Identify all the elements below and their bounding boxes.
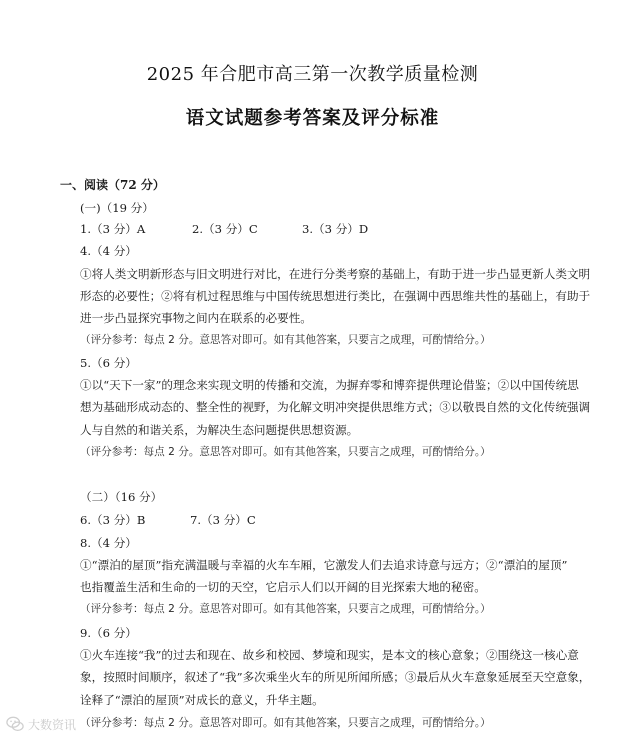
answer-q7: 7.（3 分）C xyxy=(190,513,256,527)
q9-label: 9.（6 分） xyxy=(80,626,137,640)
q4-line-1: ①将人类文明新形态与旧文明进行对比，在进行分类考察的基础上，有助于进一步凸显更新人类文明 xyxy=(80,267,591,281)
answer-q3: 3.（3 分）D xyxy=(302,222,369,236)
exam-title: 2025 年合肥市高三第一次教学质量检测 xyxy=(146,64,479,85)
q5-label: 5.（6 分） xyxy=(80,356,137,370)
q4-line-2: 形态的必要性；②将有机过程思维与中国传统思想进行类比，在强调中西思维共性的基础上，有助于 xyxy=(80,289,591,303)
q9-scoring-note: （评分参考：每点 2 分。意思答对即可。如有其他答案，只要言之成理，可酌情给分。） xyxy=(80,717,491,729)
section-reading-heading: 一、阅读（72 分） xyxy=(60,178,165,192)
watermark xyxy=(6,715,76,733)
watermark-text: 大数资讯 xyxy=(28,717,77,732)
q9-line-3: 诠释了“漂泊的屋顶”对成长的意义，升华主题。 xyxy=(80,693,324,707)
q9-line-1: ①火车连接“我”的过去和现在、故乡和校园、梦境和现实，是本文的核心意象；②围绕这一核心意 xyxy=(80,648,579,662)
q9-line-2: 象，按照时间顺序，叙述了“我”多次乘坐火车的所见所闻所感；③最后从火车意象延展至天空意象， xyxy=(80,670,591,684)
q8-label: 8.（4 分） xyxy=(80,536,137,550)
part1-heading: (一)（19 分） xyxy=(80,201,154,215)
q5-line-1: ①以“天下一家”的理念来实现文明的传播和交流，为摒弃零和博弈提供理论借鉴；②以中国传统思 xyxy=(80,378,579,392)
document-subtitle: 语文试题参考答案及评分标准 xyxy=(185,108,440,129)
q5-line-2: 想为基础形成动态的、整全性的视野，为化解文明冲突提供思维方式；③以敬畏自然的文化传统强调 xyxy=(80,400,591,414)
answer-q6: 6.（3 分）B xyxy=(80,513,146,527)
q8-line-2: 也指覆盖生活和生命的一切的天空，它启示人们以开阔的目光探索大地的秘密。 xyxy=(80,580,486,594)
q4-label: 4.（4 分） xyxy=(80,244,137,258)
q8-scoring-note: （评分参考：每点 2 分。意思答对即可。如有其他答案，只要言之成理，可酌情给分。） xyxy=(80,603,491,615)
part2-heading: （二）（16 分） xyxy=(80,490,163,504)
q4-line-3: 进一步凸显探究事物之间内在联系的必要性。 xyxy=(80,311,312,325)
q5-line-3: 人与自然的和谐关系，为解决生态问题提供思想资源。 xyxy=(80,423,359,437)
answer-q2: 2.（3 分）C xyxy=(192,222,258,236)
q4-scoring-note: （评分参考：每点 2 分。意思答对即可。如有其他答案，只要言之成理，可酌情给分。） xyxy=(80,334,491,346)
answer-q1: 1.（3 分）A xyxy=(80,222,146,236)
q8-line-1: ①“漂泊的屋顶”指充满温暖与幸福的火车车厢，它激发人们去追求诗意与远方；②“漂泊的屋顶” xyxy=(80,558,568,572)
q5-scoring-note: （评分参考：每点 2 分。意思答对即可。如有其他答案，只要言之成理，可酌情给分。） xyxy=(80,446,491,458)
wechat-icon xyxy=(6,715,24,733)
